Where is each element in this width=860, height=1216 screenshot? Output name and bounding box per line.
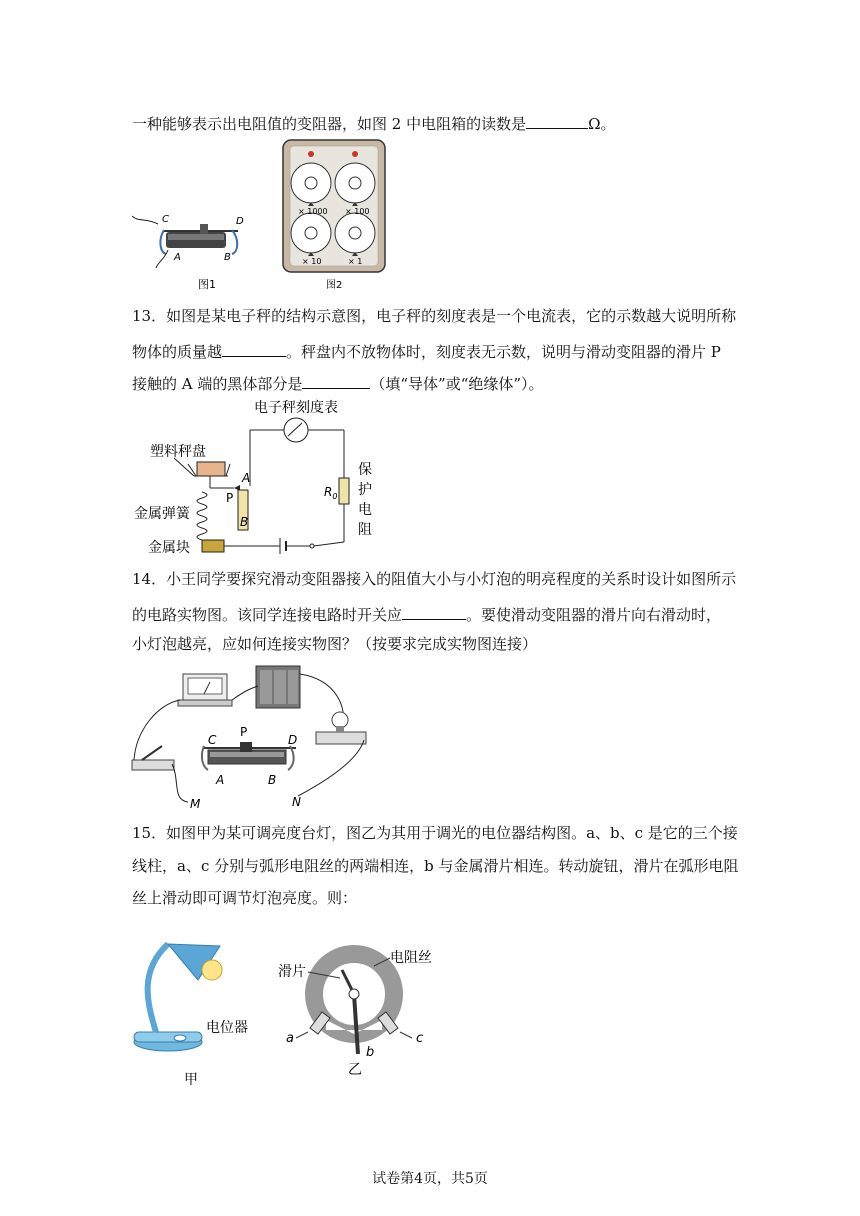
q15-line-2: 线柱，a、c 分别与弧形电阻丝的两端相连，b 与金属滑片相连。转动旋钮，滑片在弧形电阻 xyxy=(132,857,739,875)
terminal-a-label: A xyxy=(242,471,251,485)
protect-char-3: 电 xyxy=(358,502,372,518)
resistance-wire-label: 电阻丝 xyxy=(390,950,432,966)
q15-line-1: 15．如图甲为某可调亮度台灯，图乙为其用于调光的电位器结构图。a、b、c 是它的三个接 xyxy=(132,824,738,842)
terminal-b-label: b xyxy=(366,1045,375,1060)
potentiometer-figure xyxy=(278,940,448,1080)
q13-line-3 xyxy=(132,374,544,392)
q14-line-3: 小灯泡越亮，应如何连接实物图？（按要求完成实物图连接） xyxy=(132,635,538,653)
rheostat-label-c: C xyxy=(208,733,217,747)
q12-text: 一种能够表示出电阻值的变阻器，如图 2 中电阻箱的读数是 xyxy=(132,115,527,133)
rheostat-label-b: B xyxy=(268,773,277,787)
potentiometer-label: 电位器 xyxy=(206,1020,248,1036)
q13-line-2 xyxy=(132,342,721,360)
answer-blank[interactable] xyxy=(302,374,370,389)
q13-line-1: 13．如图是某电子秤的结构示意图，电子秤的刻度表是一个电流表，它的示数越大说明所称 xyxy=(132,307,737,325)
fig1-label-d: D xyxy=(236,216,244,227)
r0-label: $R_0$ xyxy=(324,485,338,501)
terminal-c-label: c xyxy=(416,1031,424,1046)
spring-label: 金属弹簧 xyxy=(134,506,190,522)
protect-char-2: 护 xyxy=(358,482,372,498)
fig1-label-a: A xyxy=(174,252,181,263)
dial-multiplier-10: × 10 xyxy=(302,257,322,266)
rheostat-label-d: D xyxy=(288,733,298,747)
q13-line-2-start: 物体的质量越 xyxy=(132,343,223,361)
figure-yi-caption: 乙 xyxy=(348,1062,362,1078)
dial-multiplier-100: × 100 xyxy=(345,207,370,216)
rheostat-label-a: A xyxy=(216,773,225,787)
fig1-label-b: B xyxy=(224,252,231,263)
rheostat-label-p: P xyxy=(240,725,248,739)
fig1-caption: 图1 xyxy=(198,278,216,290)
protect-char-4: 阻 xyxy=(358,522,372,538)
answer-blank[interactable] xyxy=(222,342,286,357)
q13-line-2-end: 。秤盘内不放物体时，刻度表无示数，说明与滑动变阻器的滑片 P xyxy=(286,343,721,361)
dial-multiplier-1000: × 1000 xyxy=(298,207,328,216)
dial-multiplier-1: × 1 xyxy=(348,257,363,266)
block-label: 金属块 xyxy=(148,540,190,556)
figure-jia-caption: 甲 xyxy=(184,1072,198,1088)
q15-line-3: 丝上滑动即可调节灯泡亮度。则： xyxy=(132,889,358,907)
answer-blank[interactable] xyxy=(526,114,588,129)
slider-label: 滑片 xyxy=(278,964,306,980)
q12-text-end: Ω。 xyxy=(588,115,616,133)
circuit-diagram xyxy=(128,660,388,810)
desk-lamp-figure xyxy=(128,920,278,1090)
rheostat-figure-1 xyxy=(128,210,258,290)
q14-line-2-end: 。要使滑动变阻器的滑片向右滑动时， xyxy=(466,606,722,624)
q14-line-2-start: 的电路实物图。该同学连接电路时开关应 xyxy=(132,606,403,624)
slider-p-label: P xyxy=(226,491,234,505)
meter-label: 电子秤刻度表 xyxy=(254,400,338,416)
electronic-scale-diagram xyxy=(130,396,380,558)
terminal-a-label: a xyxy=(286,1031,294,1046)
q14-line-1: 14．小王同学要探究滑动变阻器接入的阻值大小与小灯泡的明亮程度的关系时设计如图所示 xyxy=(132,570,737,588)
pan-label: 塑料秤盘 xyxy=(150,444,206,460)
terminal-b-label: B xyxy=(240,515,249,529)
q13-line-3-end: （填“导体”或“绝缘体”）。 xyxy=(370,375,544,393)
wire-end-m: M xyxy=(190,797,201,810)
q14-line-2 xyxy=(132,605,721,623)
protect-char-1: 保 xyxy=(358,462,372,478)
page-footer: 试卷第4页，共5页 xyxy=(372,1171,488,1187)
answer-blank[interactable] xyxy=(402,605,466,620)
q13-line-3-start: 接触的 A 端的黑体部分是 xyxy=(132,375,303,393)
resistance-box-figure-2 xyxy=(280,138,390,290)
wire-end-n: N xyxy=(292,795,301,809)
fig2-caption: 图2 xyxy=(326,280,343,290)
q12-line xyxy=(132,114,616,132)
fig1-label-c: C xyxy=(162,214,169,225)
